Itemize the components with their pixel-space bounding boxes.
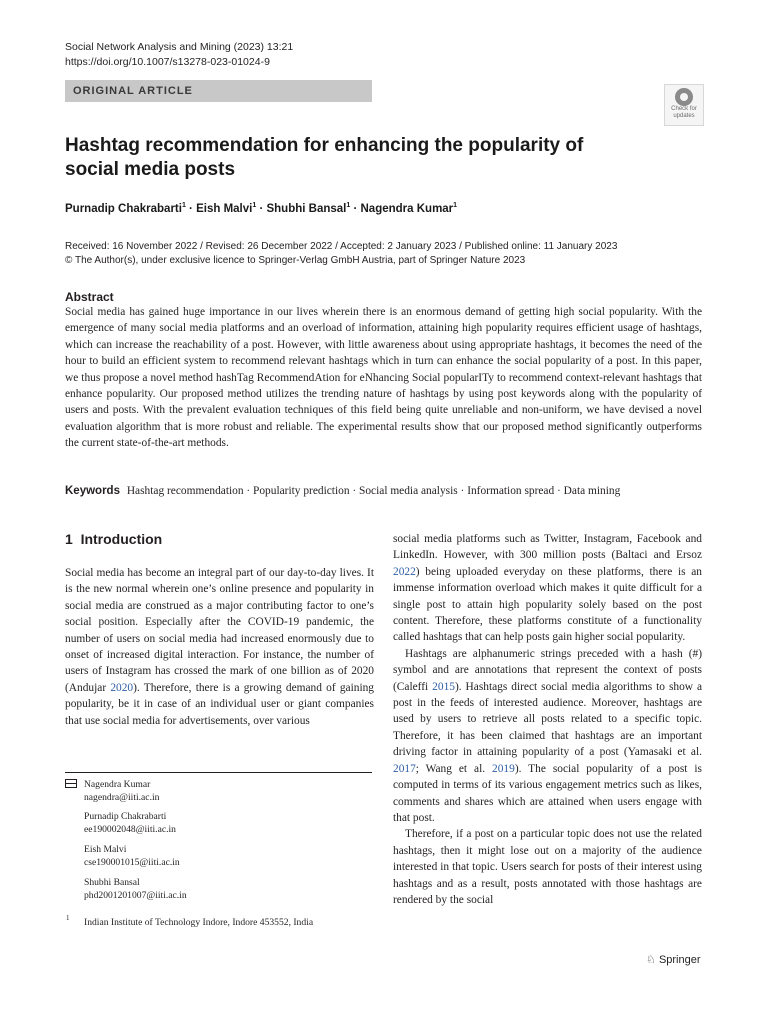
contact-block [84,779,159,805]
author-affiliation-mark: 1 [346,202,351,209]
keywords [65,485,705,497]
contact-email[interactable]: ee190002048@iiti.ac.in [84,823,176,835]
paragraph-text: Hashtags are alphanumeric strings preceded with a hash (#) symbol and are annotations that represent the context of posts (Caleffi [393,647,702,693]
abstract-heading: Abstract [65,290,114,304]
contact-email[interactable]: phd2001201007@iiti.ac.in [84,889,187,901]
paragraph-text: Therefore, if a post on a particular topic does not use the related hashtags, then it might lose out on a majority of the audience interested in that topic. Users search for posts of their interest using hashtags and as a result, posts annotated with those hashtags are rendered by the social [393,828,702,906]
affiliation-number: 1 [66,914,70,922]
contact-block [84,811,176,837]
article-title: Hashtag recommendation for enhancing the popularity of social media posts [65,135,584,180]
affiliation-text: Indian Institute of Technology Indore, Indore 453552, India [84,917,314,928]
author-affiliation-mark: 1 [252,202,257,209]
citation-link[interactable]: 2020 [110,681,134,694]
author-list: Purnadip Chakrabarti$^1$ · Eish Malvi$^1$ · Shubhi Bansal$^1$ · Nagendra Kumar$^1$ [65,202,458,215]
journal-header [65,40,293,70]
article-type-banner [65,80,372,102]
keywords-list: Hashtag recommendation · Popularity prediction · Social media analysis · Information spread · Data mining [126,485,621,497]
envelope-icon [65,779,77,788]
section-title: Introduction [80,531,163,547]
author-name[interactable]: Shubhi Bansal [266,202,347,215]
keywords-label: Keywords [65,485,120,497]
paragraph-text: Social media has become an integral part of our day-to-day lives. It is the new normal wherein one’s online presence and popularity in social media are construed as a major contributing factor to one’s social position. Especially after the COVID-19 pandemic, the number of users on social media had increased enormously due to onset of increased digital interaction. For instance, the number of users of Instagram has crossed the mark of one billion as of 2020 (Andujar [65,567,374,694]
paragraph-text: ). Therefore, there is a growing demand of gaining popularity, be it in case of an individual user or giant companies that use social media for advertisements, over various [65,681,374,727]
paragraph [393,646,702,826]
citation-link[interactable]: 2019 [492,762,515,775]
contact-email[interactable]: nagendra@iiti.ac.in [84,791,160,803]
check-for-updates-badge[interactable] [664,84,704,126]
intro-left-column [65,565,374,729]
contact-block [84,844,180,870]
author-affiliation-mark: 1 [181,202,186,209]
paragraph [393,826,702,908]
copyright-line: © The Author(s), under exclusive licence to Springer-Verlag GmbH Austria, part of Springer Nature 2023 [65,255,526,266]
paragraph-text: ). Hashtags direct social media algorithms to show a post in the feeds of interested audience. Moreover, hashtags are used by users to retrieve all posts related to a specific topic. Therefore, it has been claimed that hashtags are an important driving factor in attaining popularity of a post (Yamasaki et al. [393,680,702,759]
journal-citation: Social Network Analysis and Mining (2023) 13:21 [65,41,294,53]
contact-name: Shubhi Bansal [84,877,140,888]
author-name[interactable]: Purnadip Chakrabarti [65,202,182,215]
contact-block [84,877,187,903]
footnote-divider [65,772,372,773]
article-type: ORIGINAL ARTICLE [73,85,193,97]
citation-link[interactable]: 2022 [393,565,416,578]
section-heading-introduction [65,531,162,547]
publisher-name: Springer [658,954,701,966]
section-number: 1 [65,531,73,547]
doi-link[interactable]: https://doi.org/10.1007/s13278-023-01024-9 [65,56,270,68]
abstract-text: Social media has gained huge importance in our lives wherein there is an enormous demand of getting high social popularity. With the emergence of many social media platforms and an overload of information, attaining high popularity requires efficient usage of hashtags, which can increase the reachability of a post. However, with little awareness about using appropriate hashtags, it becomes the need of the hour to build an efficient system to recommend relevant hashtags which in turn can enhance the social popularity of a post. In this paper, we thus propose a novel method hashTag RecommendAtion for eNhancing Social popularITy to recommend context-relevant hashtags that enhance popularity. Our proposed method utilizes the trending nature of hashtags by using post keywords along with the popularity of users and posts. With the prevalent evaluation techniques of this field being quite unreliable and non-uniform, we have devised a novel evaluation algorithm that is more robust and reliable. The experimental results show that our proposed method significantly outperforms the current state-of-the-art methods. [65,306,702,450]
author-name[interactable]: Eish Malvi [196,202,253,215]
intro-right-column [393,531,702,908]
contact-name: Purnadip Chakrabarti [84,811,167,822]
refresh-icon [675,88,693,106]
paragraph-text: social media platforms such as Twitter, Instagram, Facebook and LinkedIn. However, with 300 million posts (Baltaci and Ersoz [393,533,702,562]
paragraph-text: ) being uploaded everyday on these platforms, there is an immense information overload which makes it quite difficult for a single post to attain high popularity solely based on the post content. Therefore, these platforms constitute of a functionality called hashtags that can help posts gain higher social popularity. [393,565,702,644]
publication-dates [65,240,617,268]
publisher-logo [646,953,701,966]
paragraph [65,565,374,729]
contact-name: Eish Malvi [84,844,127,855]
author-affiliation-mark: 1 [453,202,458,209]
paragraph-text: ; Wang et al. [415,762,493,775]
citation-link[interactable]: 2015 [432,680,455,693]
author-name[interactable]: Nagendra Kumar [360,202,454,215]
paragraph-text: ). The social popularity of a post is computed in terms of its various engagement metrics such as likes, comments and shares which are attained when users engage with that post. [393,762,702,824]
contact-email[interactable]: cse190001015@iiti.ac.in [84,856,180,868]
paragraph [393,531,702,646]
check-line2: updates [673,113,695,119]
citation-link[interactable]: 2017 [393,762,416,775]
springer-horse-icon: ♘ [646,954,656,966]
history-dates: Received: 16 November 2022 / Revised: 26 December 2022 / Accepted: 2 January 2023 / Published online: 11 January 2023 [65,241,618,252]
check-line1: Check for [671,106,697,112]
contact-name: Nagendra Kumar [84,779,151,790]
